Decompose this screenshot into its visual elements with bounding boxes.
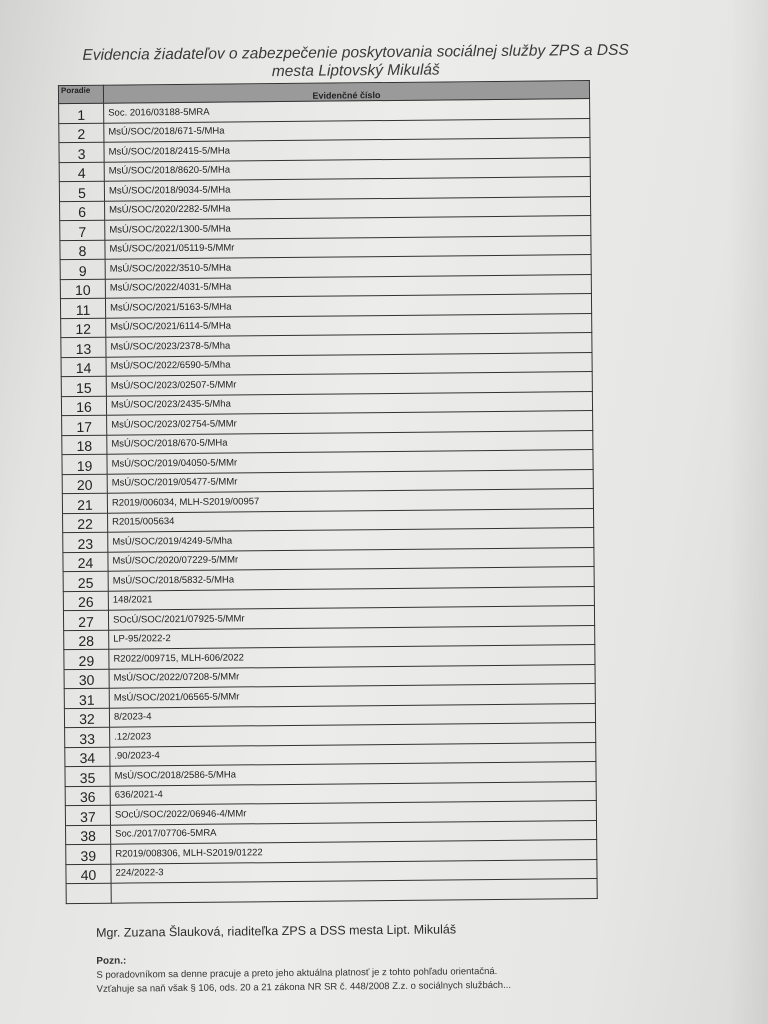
row-registration-number: MsÚ/SOC/2023/2435-5/Mha <box>106 391 592 415</box>
row-order-number: 21 <box>62 493 107 513</box>
row-registration-number: MsÚ/SOC/2022/6590-5/Mha <box>106 352 592 376</box>
row-order-number: 9 <box>60 259 105 279</box>
row-registration-number: R2022/009715, MLH-606/2022 <box>109 645 595 669</box>
note-line-1: S poradovníkom sa denne pracuje a preto jeho aktuálna platnosť je z tohto pohľadu orientačná. <box>96 965 498 981</box>
note-line-2: Vzťahuje sa naň však § 106, ods. 20 a 21 zákona NR SR č. 448/2008 Z.z. o sociálnych službách... <box>96 979 512 995</box>
row-registration-number: R2019/006034, MLH-S2019/00957 <box>107 489 593 513</box>
applicants-table-wrapper <box>58 80 598 904</box>
row-registration-number: MsÚ/SOC/2018/2415-5/MHa <box>104 138 590 162</box>
row-registration-number: MsÚ/SOC/2018/2586-5/MHa <box>110 762 596 786</box>
row-registration-number: MsÚ/SOC/2022/3510-5/MHa <box>105 255 591 279</box>
row-registration-number: MsÚ/SOC/2018/9034-5/MHa <box>104 177 590 201</box>
row-order-number: 26 <box>63 591 108 611</box>
row-registration-number: SOcÚ/SOC/2021/07925-5/MMr <box>108 606 594 630</box>
row-order-number: 16 <box>61 396 106 416</box>
row-registration-number: MsÚ/SOC/2020/07229-5/MMr <box>108 547 594 571</box>
row-order-number: 28 <box>64 630 109 650</box>
row-order-number: 2 <box>59 123 104 143</box>
row-order-number: 14 <box>61 357 106 377</box>
row-registration-number: MsÚ/SOC/2018/671-5/MHa <box>104 118 590 142</box>
row-order-number: 7 <box>60 220 105 240</box>
row-registration-number: MsÚ/SOC/2019/4249-5/Mha <box>108 528 594 552</box>
row-order-number: 29 <box>64 649 109 669</box>
row-order-number: 39 <box>66 844 111 864</box>
row-registration-number: R2019/008306, MLH-S2019/01222 <box>111 840 597 864</box>
row-registration-number: MsÚ/SOC/2023/2378-5/Mha <box>106 333 592 357</box>
row-order-number: 38 <box>66 825 111 845</box>
row-order-number: 8 <box>60 240 105 260</box>
row-order-number: 40 <box>66 864 111 884</box>
row-registration-number: Soc./2017/07706-5MRA <box>111 820 597 844</box>
row-registration-number: MsÚ/SOC/2021/5163-5/MHa <box>105 294 591 318</box>
row-registration-number: .12/2023 <box>110 723 596 747</box>
row-order-number: 15 <box>61 376 106 396</box>
row-order-number: 12 <box>61 318 106 338</box>
table-row <box>66 879 597 904</box>
row-registration-number: LP-95/2022-2 <box>109 625 595 649</box>
row-registration-number: SOcÚ/SOC/2022/06946-4/MMr <box>110 801 596 825</box>
row-registration-number: MsÚ/SOC/2022/4031-5/MHa <box>105 274 591 298</box>
row-registration-number: R2015/005634 <box>108 508 594 532</box>
row-registration-number: MsÚ/SOC/2020/2282-5/MHa <box>105 196 591 220</box>
row-order-number: 1 <box>59 103 104 123</box>
row-order-number: 17 <box>62 415 107 435</box>
row-registration-number: 148/2021 <box>108 586 594 610</box>
row-order-number: 6 <box>60 201 105 221</box>
row-order-number: 3 <box>59 142 104 162</box>
row-order-number: 31 <box>64 688 109 708</box>
row-registration-number: 636/2021-4 <box>110 781 596 805</box>
row-order-number: 30 <box>64 669 109 689</box>
document-title <box>66 42 646 84</box>
row-registration-number: Soc. 2016/03188-5MRA <box>104 99 590 123</box>
row-registration-number: 8/2023-4 <box>109 703 595 727</box>
row-order-number: 24 <box>63 552 108 572</box>
row-order-number: 33 <box>65 727 110 747</box>
row-order-number: 35 <box>65 766 110 786</box>
row-order-number: 25 <box>63 571 108 591</box>
row-order-number: 11 <box>60 298 105 318</box>
row-order-number: 23 <box>63 532 108 552</box>
title-line-1: Evidencia žiadateľov o zabezpečenie poskytovania sociálnej služby ZPS a DSS <box>82 41 629 64</box>
row-order-number <box>66 883 111 903</box>
document-sheet <box>25 7 755 1024</box>
row-registration-number <box>111 879 597 903</box>
row-order-number: 13 <box>61 337 106 357</box>
table-body <box>59 99 598 904</box>
row-registration-number: .90/2023-4 <box>110 742 596 766</box>
row-registration-number: MsÚ/SOC/2023/02507-5/MMr <box>106 372 592 396</box>
row-order-number: 19 <box>62 454 107 474</box>
row-order-number: 10 <box>60 279 105 299</box>
row-registration-number: MsÚ/SOC/2018/670-5/MHa <box>107 430 593 454</box>
row-registration-number: MsÚ/SOC/2018/8620-5/MHa <box>104 157 590 181</box>
row-order-number: 18 <box>62 435 107 455</box>
applicants-table <box>58 80 598 904</box>
note-title: Pozn.: <box>96 955 127 967</box>
row-registration-number: 224/2022-3 <box>111 859 597 883</box>
row-registration-number: MsÚ/SOC/2023/02754-5/MMr <box>107 411 593 435</box>
row-order-number: 4 <box>59 162 104 182</box>
header-registration-number: Evidenčné číslo <box>103 81 589 104</box>
row-order-number: 27 <box>63 610 108 630</box>
row-registration-number: MsÚ/SOC/2019/04050-5/MMr <box>107 450 593 474</box>
row-order-number: 22 <box>63 513 108 533</box>
row-order-number: 36 <box>65 786 110 806</box>
row-registration-number: MsÚ/SOC/2022/1300-5/MHa <box>105 216 591 240</box>
row-registration-number: MsÚ/SOC/2022/07208-5/MMr <box>109 664 595 688</box>
row-order-number: 20 <box>62 474 107 494</box>
row-registration-number: MsÚ/SOC/2018/5832-5/MHa <box>108 567 594 591</box>
row-order-number: 32 <box>64 708 109 728</box>
row-registration-number: MsÚ/SOC/2021/06565-5/MMr <box>109 684 595 708</box>
row-order-number: 34 <box>65 747 110 767</box>
title-line-2: mesta Liptovský Mikuláš <box>271 61 440 81</box>
row-order-number: 37 <box>65 805 110 825</box>
row-registration-number: MsÚ/SOC/2021/6114-5/MHa <box>106 313 592 337</box>
row-order-number: 5 <box>59 181 104 201</box>
header-order: Poradie <box>58 85 103 103</box>
row-registration-number: MsÚ/SOC/2021/05119-5/MMr <box>105 235 591 259</box>
signature-line: Mgr. Zuzana Šlauková, riaditeľka ZPS a DSS mesta Lipt. Mikuláš <box>95 922 457 940</box>
row-registration-number: MsÚ/SOC/2019/05477-5/MMr <box>107 469 593 493</box>
